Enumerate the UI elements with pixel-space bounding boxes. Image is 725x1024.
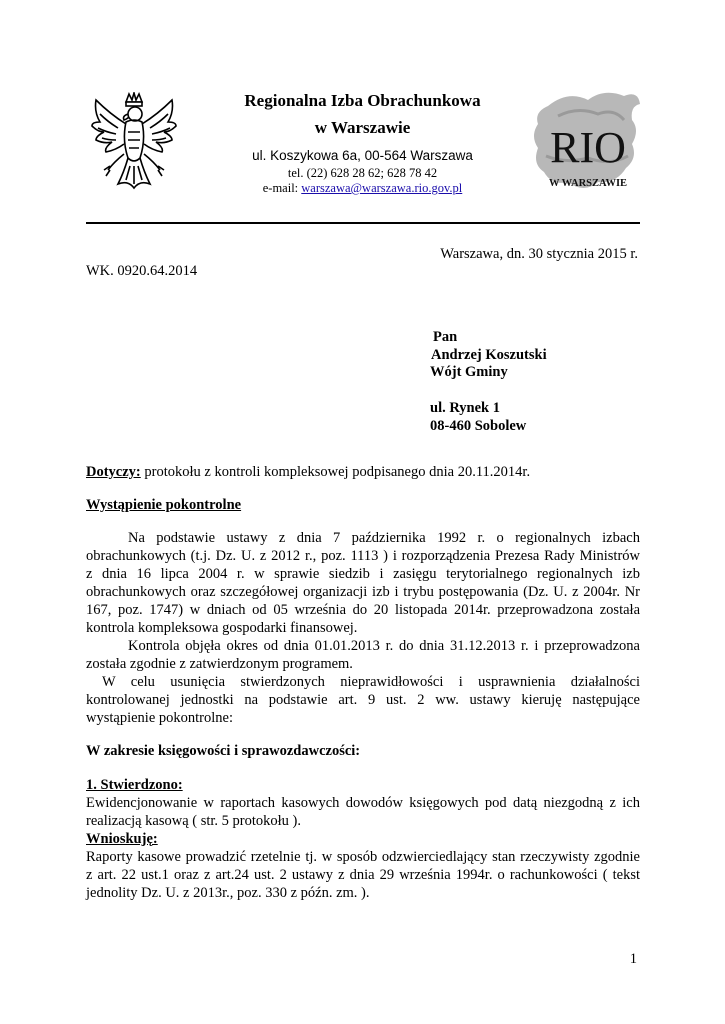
subject-label: Dotyczy: <box>86 464 141 480</box>
para1-line: obrachunkowych (t.j. Dz. U. z 2012 r., poz. 1113 ) i rozporządzenia Prezesa Rady Ministrów <box>86 548 640 564</box>
para1-line: Na podstawie ustawy z dnia 7 października 1992 r. o regionalnych izbach <box>128 530 640 546</box>
case-number: WK. 0920.64.2014 <box>86 263 198 279</box>
conclusions-label: Wnioskuję: <box>86 831 158 847</box>
finding-label: 1. Stwierdzono: <box>86 777 183 793</box>
para3-line: kontrolowanej jednostki na podstawie art. 9 ust. 2 ww. ustawy kieruję następujące <box>86 692 640 708</box>
header-divider <box>86 222 640 224</box>
para1-line: z dnia 16 lipca 2004 r. w sprawie siedzib i zasięgu terytorialnego regionalnych izb <box>86 566 640 582</box>
document-heading: Wystąpienie pokontrolne <box>86 497 242 513</box>
page-number: 1 <box>629 951 637 967</box>
place-date: Warszawa, dn. 30 stycznia 2015 r. <box>440 246 638 262</box>
recipient-street: ul. Rynek 1 <box>430 400 500 416</box>
rio-logo-subtext: W WARSZAWIE <box>548 178 628 189</box>
para1-line: 167, poz. 1747) w dniach od 05 września do 20 listopada 2014r. przeprowadzona została <box>86 602 640 618</box>
rio-logo-text: RIO <box>550 123 626 172</box>
email-link[interactable]: warszawa@warszawa.rio.gov.pl <box>301 181 463 195</box>
recipient-role: Wójt Gminy <box>430 364 508 380</box>
finding-line: Ewidencjonowanie w raportach kasowych dowodów księgowych pod datą niezgodną z ich <box>86 795 640 811</box>
rio-dragon-icon <box>528 86 644 198</box>
conclusions-line: z art. 22 ust.1 oraz z art.24 ust. 2 ustawy z dnia 29 września 1994r. o rachunkowości ( tekst <box>86 867 640 883</box>
para2-line: Kontrola objęła okres od dnia 01.01.2013 r. do dnia 31.12.2013 r. i przeprowadzona <box>128 638 640 654</box>
para2-line: została zgodnie z zatwierdzonym programem. <box>86 656 353 672</box>
para1-line: kontrola kompleksowa gospodarki finansowej. <box>86 620 358 636</box>
subject-text: protokołu z kontroli kompleksowej podpisanego dnia 20.11.2014r. <box>140 464 531 480</box>
rio-logo <box>528 86 644 198</box>
org-name-line2: w Warszawie <box>314 118 411 137</box>
org-name-line1: Regionalna Izba Obrachunkowa <box>244 91 481 110</box>
org-phone: tel. (22) 628 28 62; 628 78 42 <box>287 166 438 180</box>
recipient-city: 08-460 Sobolew <box>430 418 527 434</box>
recipient-name: Andrzej Koszutski <box>431 347 547 363</box>
org-address: ul. Koszykowa 6a, 00-564 Warszawa <box>252 148 473 163</box>
para3-line: wystąpienie pokontrolne: <box>86 710 233 726</box>
conclusions-line: jednolity Dz. U. z 2013r., poz. 330 z późn. zm. ). <box>86 885 370 901</box>
recipient-salutation: Pan <box>433 329 458 345</box>
finding-line: realizacją kasową ( str. 5 protokołu ). <box>86 813 302 829</box>
section-heading: W zakresie księgowości i sprawozdawczości: <box>86 743 361 759</box>
conclusions-line: Raporty kasowe prowadzić rzetelnie tj. w sposób odzwierciedlający stan rzeczywisty zgodnie <box>86 849 640 865</box>
para1-line: obrachunkowych oraz szczegółowej organizacji izb i trybu postępowania (Dz. U. z 2004r. Nr <box>86 584 640 600</box>
subject-line <box>86 463 530 481</box>
para3-line: W celu usunięcia stwierdzonych nieprawidłowości i usprawnienia działalności <box>102 674 640 690</box>
email-label: e-mail: <box>262 181 302 195</box>
